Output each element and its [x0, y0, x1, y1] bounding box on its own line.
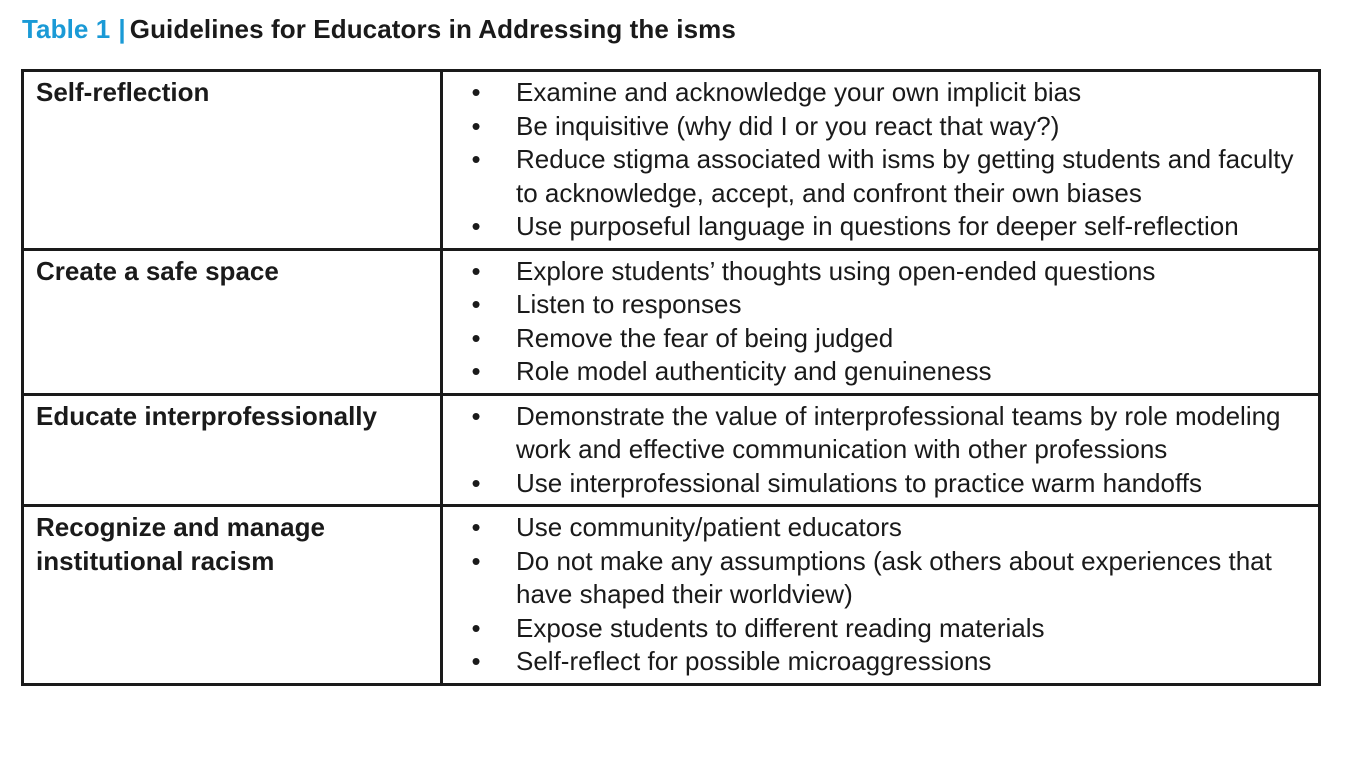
bullet-list	[455, 511, 1306, 679]
list-item-text: Expose students to different reading materials	[516, 612, 1045, 643]
table-row	[23, 71, 1320, 250]
list-item	[455, 322, 1306, 356]
topic-cell: Recognize and manage institutional racism	[23, 506, 442, 685]
bullet-icon: •	[471, 289, 481, 319]
list-item	[455, 76, 1306, 110]
bullet-icon: •	[471, 467, 481, 498]
list-item	[455, 210, 1306, 244]
list-item	[455, 255, 1306, 289]
bullet-list	[455, 76, 1306, 244]
table-row	[23, 506, 1320, 685]
bullet-icon: •	[471, 612, 481, 643]
topic-cell: Educate interprofessionally	[23, 394, 442, 506]
list-item-text: Do not make any assumptions (ask others about experiences that have shaped their worldview)	[516, 545, 1272, 609]
table-row	[23, 249, 1320, 394]
topic-cell: Create a safe space	[23, 249, 442, 394]
bullet-icon: •	[471, 110, 481, 141]
points-cell	[442, 249, 1320, 394]
bullet-icon: •	[471, 646, 481, 676]
list-item	[455, 143, 1306, 210]
list-item-text: Use purposeful language in questions for deeper self-reflection	[516, 211, 1239, 241]
list-item	[455, 110, 1306, 144]
bullet-icon: •	[471, 211, 481, 241]
bullet-icon: •	[471, 77, 481, 107]
table-caption	[22, 14, 736, 45]
caption-separator: |	[118, 14, 126, 44]
list-item	[455, 545, 1306, 612]
table-number-label: Table 1	[22, 14, 111, 44]
list-item	[455, 645, 1306, 679]
points-cell	[442, 71, 1320, 250]
table-title: Guidelines for Educators in Addressing the isms	[129, 14, 736, 44]
bullet-icon: •	[471, 144, 481, 174]
bullet-icon: •	[471, 322, 481, 353]
list-item	[455, 511, 1306, 545]
list-item-text: Self-reflect for possible microaggressions	[516, 646, 992, 676]
list-item-text: Remove the fear of being judged	[516, 322, 894, 353]
bullet-icon: •	[471, 255, 481, 286]
list-item-text: Use interprofessional simulations to practice warm handoffs	[516, 467, 1202, 498]
list-item-text: Role model authenticity and genuineness	[516, 356, 992, 386]
list-item-text: Explore students’ thoughts using open-ended questions	[516, 255, 1156, 286]
list-item	[455, 467, 1306, 501]
list-item	[455, 612, 1306, 646]
list-item-text: Examine and acknowledge your own implicit bias	[516, 77, 1082, 107]
bullet-icon: •	[471, 356, 481, 386]
list-item-text: Reduce stigma associated with isms by getting students and faculty to acknowledge, accept, and confront their own biases	[516, 144, 1294, 208]
list-item-text: Listen to responses	[516, 289, 742, 319]
list-item-text: Use community/patient educators	[516, 512, 902, 542]
bullet-icon: •	[471, 400, 481, 431]
list-item-text: Be inquisitive (why did I or you react that way?)	[516, 110, 1060, 141]
topic-cell: Self-reflection	[23, 71, 442, 250]
points-cell	[442, 394, 1320, 506]
bullet-list	[455, 255, 1306, 389]
table-row	[23, 394, 1320, 506]
list-item-text: Demonstrate the value of interprofessional teams by role modeling work and effective communication with other professions	[516, 400, 1281, 464]
list-item	[455, 288, 1306, 322]
list-item	[455, 400, 1306, 467]
list-item	[455, 355, 1306, 389]
bullet-icon: •	[471, 545, 481, 576]
bullet-list	[455, 400, 1306, 501]
guidelines-table	[21, 69, 1321, 686]
bullet-icon: •	[471, 512, 481, 542]
points-cell	[442, 506, 1320, 685]
